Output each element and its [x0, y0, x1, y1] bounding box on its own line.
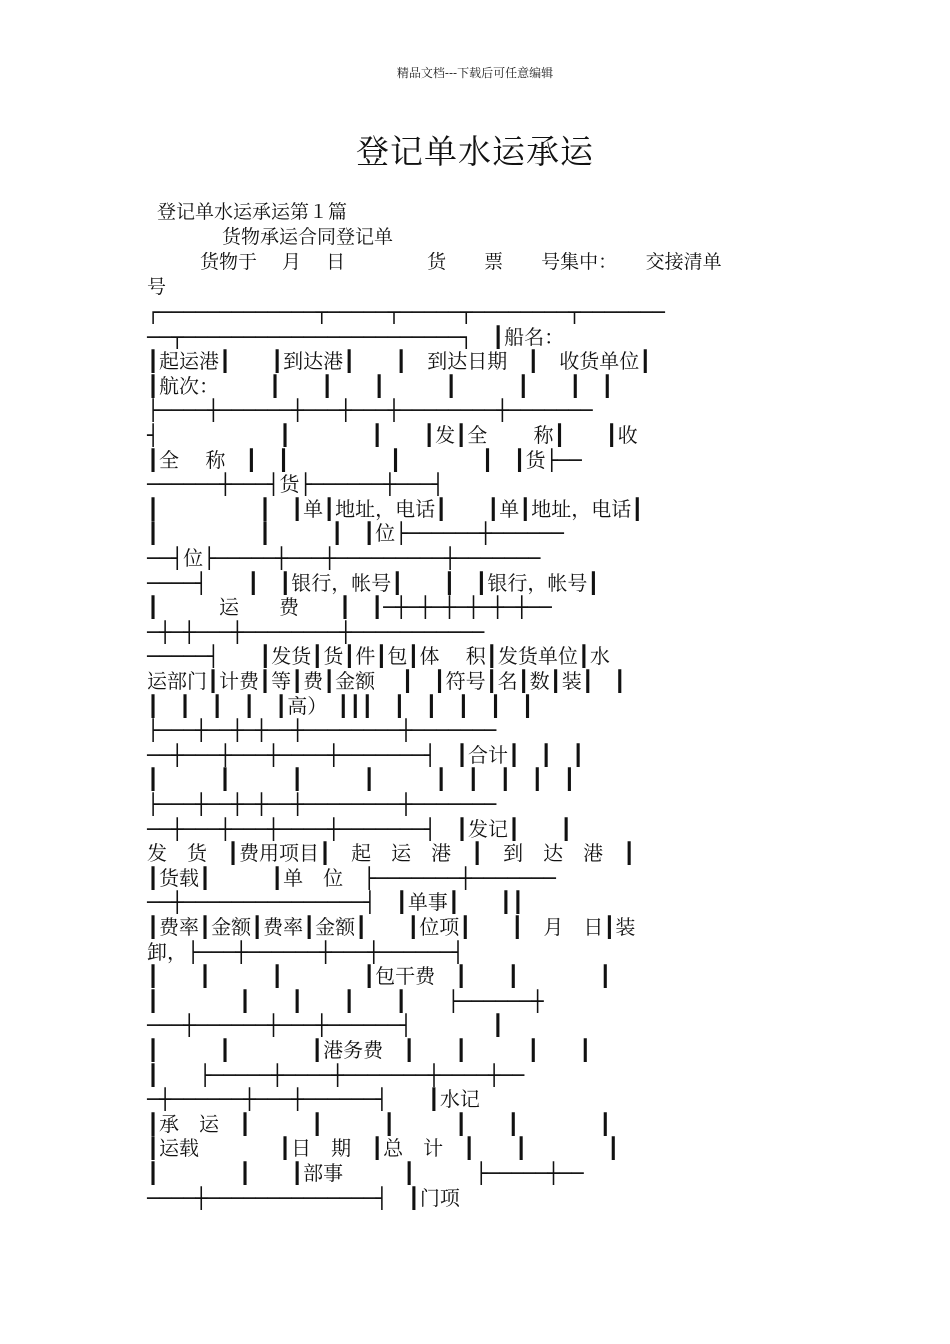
- form-line: ┃ ┃ ┃单┃地址，电话┃ ┃单┃地址，电话┃: [147, 496, 644, 521]
- form-line: ──┼───┼───┼────┼───────┤ ┃发记┃ ┃: [147, 816, 573, 841]
- form-line: ────┼──────────────┤ ┃门项: [147, 1185, 460, 1210]
- form-line: ├───┼──┼─┼──┼────────┼───────: [147, 792, 497, 816]
- form-line: ┤ ┃ ┃ ┃发┃全 称┃ ┃收: [147, 423, 638, 447]
- form-line: ┃ 运 费 ┃ ┃─┼─┼─┼─┼─┼─┼──: [147, 595, 552, 620]
- form-line: ┃ ┃ ┃ ┃ ┃高） ┃┃┃ ┃ ┃ ┃ ┃ ┃: [147, 693, 534, 718]
- form-line: ├───┼──┼─┼──┼────────┼───────: [147, 718, 497, 743]
- form-line: ┌─────────────┬─────┬─────┬────────┬───────: [147, 300, 665, 324]
- form-line: ──────┼───┤货├──────┼───┤: [147, 472, 444, 497]
- intro-line-continued: 号: [147, 276, 167, 298]
- form-line: ┃ ┃ ┃ ┃位├──────┼──────: [147, 521, 564, 546]
- form-line: ┃ ┃ ┃ ┃ ┃ ┃ ┃ ┃ ┃: [147, 767, 576, 792]
- form-line: ──┼───┼───┼────┼───────┤ ┃合计┃ ┃ ┃: [147, 742, 585, 767]
- form-line: ─┼──────┼───┼──────┤ ┃水记: [147, 1087, 480, 1112]
- form-line: ├────┼──────┼───┼───┼────────┼───────: [147, 398, 593, 423]
- form-line: ┃ ┃ ┃部事 ┃ ├─────┼──: [147, 1161, 584, 1185]
- form-line: ┃ ┃ ┃港务费 ┃ ┃ ┃ ┃: [147, 1038, 592, 1062]
- form-line: ──┤位├─────┼───┼─────────┼───────: [147, 546, 541, 570]
- document-title: 登记单水运承运: [356, 132, 594, 171]
- page-watermark: 精品文档---下载后可任意编辑: [396, 66, 554, 80]
- form-line: ┃全 称 ┃ ┃ ┃ ┃ ┃货├──: [147, 447, 582, 472]
- form-line: ─────┤ ┃发货┃货┃件┃包┃体 积┃发货单位┃水: [147, 644, 610, 669]
- form-line: ──┬───────────────────────┐ ┃船名：: [147, 324, 565, 349]
- form-title: 货物承运合同登记单: [222, 226, 394, 248]
- intro-line: 货物于 月 日 货 票 号集中： 交接清单: [200, 251, 722, 273]
- form-line: 运部门┃计费┃等┃费┃金额 ┃ ┃符号┃名┃数┃装┃ ┃: [147, 669, 626, 693]
- form-line: ─┼─┼───┼────────┼───────────: [147, 619, 485, 644]
- form-line: ┃货载┃ ┃单 位 ├───────┼───────: [147, 865, 556, 890]
- form-line: ───┼──────┼───┼──────┤ ┃: [147, 1013, 504, 1038]
- form-line: 卸，├───┼──────┼───┼──────┤: [147, 939, 464, 964]
- form-line: 发 货 ┃费用项目┃ 起 运 港 ┃ 到 达 港 ┃: [147, 841, 636, 866]
- form-line: ┃运载 ┃日 期 ┃总 计 ┃ ┃ ┃: [147, 1136, 620, 1161]
- form-line: ┃航次： ┃ ┃ ┃ ┃ ┃ ┃ ┃: [147, 373, 614, 398]
- form-line: ──┼───────────────┤ ┃单事┃ ┃┃: [147, 890, 524, 915]
- form-line: ┃起运港┃ ┃到达港┃ ┃ 到达日期 ┃ 收货单位┃: [147, 349, 652, 374]
- form-line: ┃ ├─────┼────┼───────┼────┼──: [147, 1062, 525, 1087]
- section-heading: 登记单水运承运第１篇: [157, 201, 348, 223]
- form-line: ────┤ ┃ ┃银行，帐号┃ ┃ ┃银行，帐号┃: [147, 570, 600, 595]
- form-line: ┃承 运 ┃ ┃ ┃ ┃ ┃ ┃: [147, 1111, 612, 1136]
- form-line: ┃费率┃金额┃费率┃金额┃ ┃位项┃ ┃ 月 日┃装: [147, 915, 636, 939]
- form-line: ┃ ┃ ┃ ┃包干费 ┃ ┃ ┃: [147, 964, 612, 989]
- form-line: ┃ ┃ ┃ ┃ ┃ ├──────┼: [147, 988, 544, 1013]
